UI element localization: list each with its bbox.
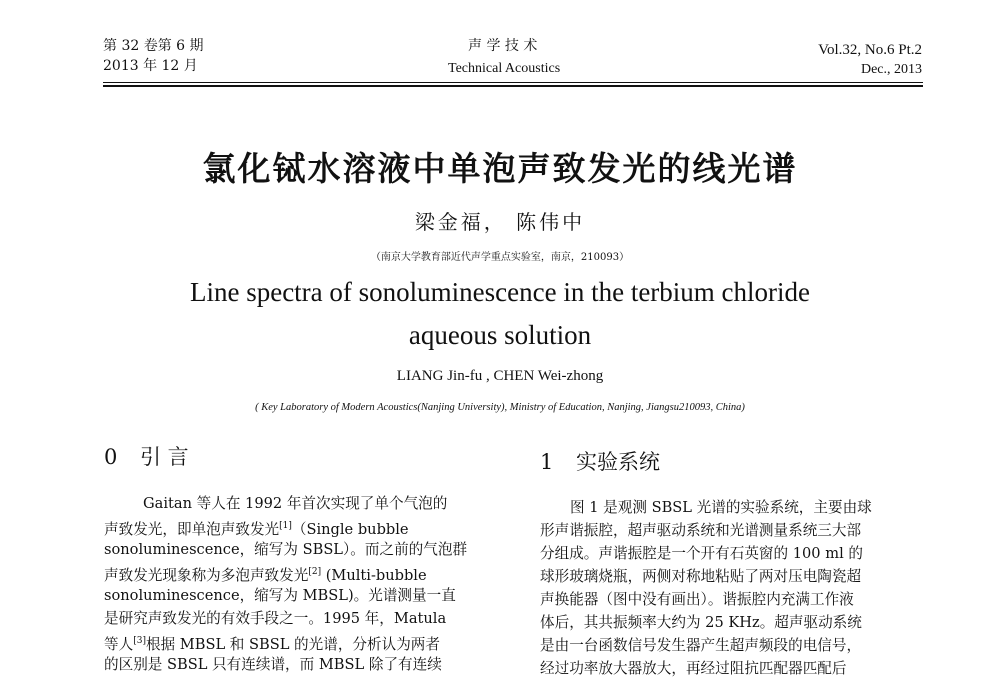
paper-title-en-line1: Line spectra of sonoluminescence in the terbium chloride [189, 277, 811, 307]
text-line: 形声谐振腔，超声驱动系统和光谱测量系统三大部 [540, 522, 862, 539]
paper-title-en-line2: aqueous solution [408, 320, 592, 350]
journal-volume-issue: 第 32 卷第 6 期 [103, 38, 204, 54]
text-segment: 根据 MBSL 和 SBSL 的光谱，分析认为两者 [145, 636, 440, 653]
text-line [104, 561, 496, 584]
journal-volume-en: Vol.32, No.6 Pt.2 [818, 42, 922, 58]
text-line [104, 515, 496, 538]
citation-2: [2] [308, 567, 322, 577]
text-line: 声换能器（图中没有画出）。谐振腔内充满工作液 [540, 591, 854, 608]
text-line [104, 630, 496, 653]
journal-date-en: Dec., 2013 [860, 62, 922, 77]
paper-title-cn: 氯化铽水溶液中单泡声致发光的线光谱 [202, 149, 798, 188]
section-heading-introduction [104, 441, 189, 471]
affiliation-cn: （南京大学教育部近代声学重点实验室，南京，210093） [370, 252, 630, 263]
text-line: 的区别是 SBSL 只有连续谱，而 MBSL 除了有连续 [104, 656, 442, 673]
journal-name-en: Technical Acoustics [448, 61, 561, 76]
text-segment: （Single bubble [291, 521, 409, 538]
text-segment: 声致发光，即单泡声致发光 [104, 521, 280, 538]
text-line: Gaitan 等人在 1992 年首次实现了单个气泡的 [143, 495, 448, 512]
introduction-paragraph [104, 492, 496, 676]
text-segment: 声致发光现象称为多泡声致发光 [104, 567, 309, 584]
citation-3: [3] [133, 636, 146, 646]
text-line: 图 1 是观测 SBSL 光谱的实验系统，主要由球 [570, 499, 872, 516]
experimental-system-paragraph [540, 496, 924, 680]
section-number: 1 [540, 450, 554, 474]
citation-1: [1] [279, 521, 292, 531]
section-heading-experimental-system [540, 446, 660, 476]
text-line: 经过功率放大器放大，再经过阻抗匹配器匹配后 [540, 660, 847, 677]
journal-name-cn: 声 学 技 术 [468, 38, 538, 54]
section-title: 实验系统 [576, 450, 660, 474]
text-line: 是由一台函数信号发生器产生超声频段的电信号， [540, 637, 862, 654]
text-line: sonoluminescence，缩写为 SBSL）。而之前的气泡群 [104, 541, 468, 558]
journal-date: 2013 年 12 月 [103, 58, 198, 74]
header-rule-thin [103, 82, 923, 83]
text-line: 球形玻璃烧瓶，两侧对称地粘贴了两对压电陶瓷超 [540, 568, 862, 585]
text-segment: (Multi-bubble [321, 567, 427, 584]
header-rule-thick [103, 85, 923, 87]
affiliation-en: ( Key Laboratory of Modern Acoustics(Nanjing University), Ministry of Education, Nanjing, Jiangsu210093, China) [255, 402, 745, 413]
section-title: 引 言 [140, 445, 189, 469]
section-number: 0 [104, 445, 118, 469]
text-line: 分组成。声谐振腔是一个开有石英窗的 100 ml 的 [540, 545, 863, 562]
text-line: 是研究声致发光的有效手段之一。1995 年，Matula [104, 610, 447, 627]
text-line: 体后，其共振频率大约为 25 KHz。超声驱动系统 [540, 614, 862, 631]
authors-cn: 梁金福， 陈伟中 [414, 210, 586, 234]
text-line: sonoluminescence，缩写为 MBSL)。光谱测量一直 [104, 587, 456, 604]
text-segment: 等人 [104, 636, 134, 653]
authors-en: LIANG Jin-fu , CHEN Wei-zhong [396, 368, 604, 384]
